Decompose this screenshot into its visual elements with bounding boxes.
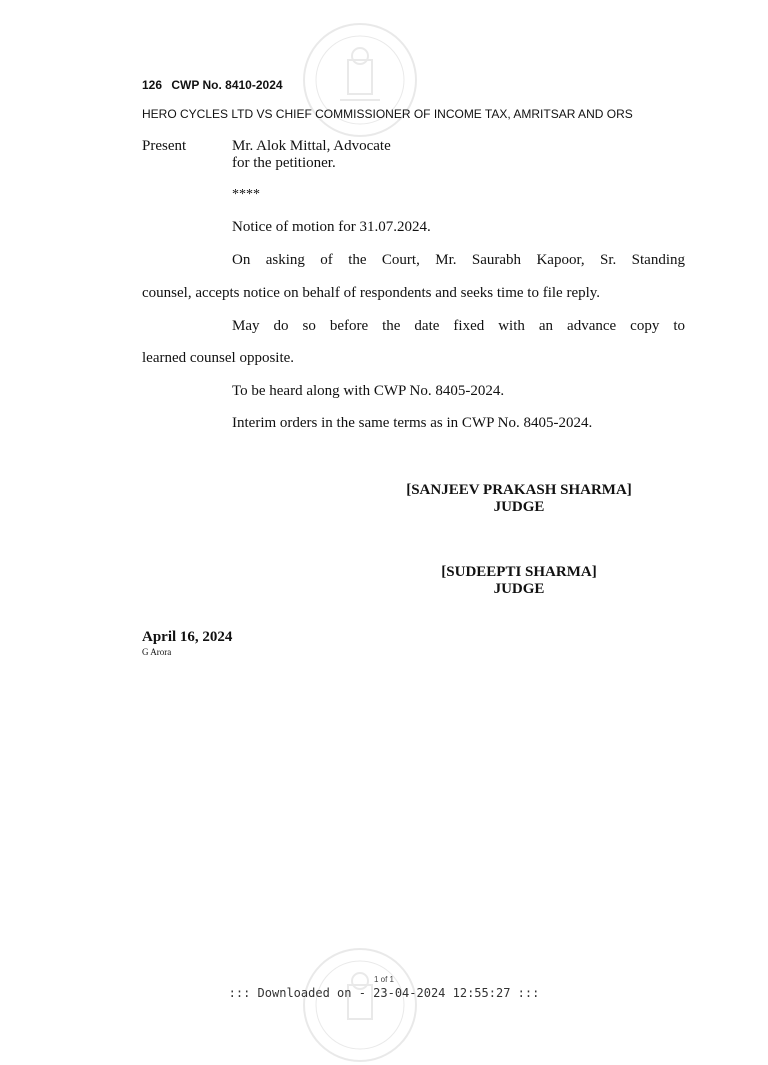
order-author: G Arora xyxy=(142,647,172,657)
case-header xyxy=(142,78,289,92)
present-counsel-block xyxy=(232,138,391,172)
court-emblem-watermark-icon xyxy=(300,20,420,140)
serial-number: 126 xyxy=(142,78,163,92)
separator-stars: **** xyxy=(232,187,260,202)
judge-name: [SUDEEPTI SHARMA] xyxy=(441,564,597,580)
counsel-for-party: for the petitioner. xyxy=(232,155,336,171)
case-title: HERO CYCLES LTD VS CHIEF COMMISSIONER OF INCOME TAX, AMRITSAR AND ORS xyxy=(142,107,633,121)
paragraph-acceptance-line2: counsel, accepts notice on behalf of respondents and seeks time to file reply. xyxy=(142,285,601,301)
present-label: Present xyxy=(142,138,187,154)
paragraph-notice: Notice of motion for 31.07.2024. xyxy=(232,219,431,235)
judge-title: JUDGE xyxy=(493,581,545,597)
case-number: CWP No. 8410-2024 xyxy=(171,78,283,92)
paragraph-advance-copy-line2: learned counsel opposite. xyxy=(142,350,295,366)
signature-block-2 xyxy=(380,564,658,598)
paragraph-acceptance-line1: On asking of the Court, Mr. Saurabh Kapoor, Sr. Standing xyxy=(232,252,685,268)
judge-title: JUDGE xyxy=(493,499,545,515)
paragraph-heard-along: To be heard along with CWP No. 8405-2024. xyxy=(232,383,505,399)
paragraph-interim-orders: Interim orders in the same terms as in CWP No. 8405-2024. xyxy=(232,415,593,431)
order-date: April 16, 2024 xyxy=(142,629,233,645)
judge-name: [SANJEEV PRAKASH SHARMA] xyxy=(406,482,632,498)
paragraph-advance-copy-line1: May do so before the date fixed with an advance copy to xyxy=(232,318,685,334)
download-stamp: ::: Downloaded on - 23-04-2024 12:55:27 ::: xyxy=(228,986,540,1000)
page-number: 1 of 1 xyxy=(373,975,394,984)
counsel-name: Mr. Alok Mittal, Advocate xyxy=(232,138,391,154)
court-emblem-watermark-icon xyxy=(300,945,420,1065)
signature-block-1 xyxy=(380,482,658,516)
